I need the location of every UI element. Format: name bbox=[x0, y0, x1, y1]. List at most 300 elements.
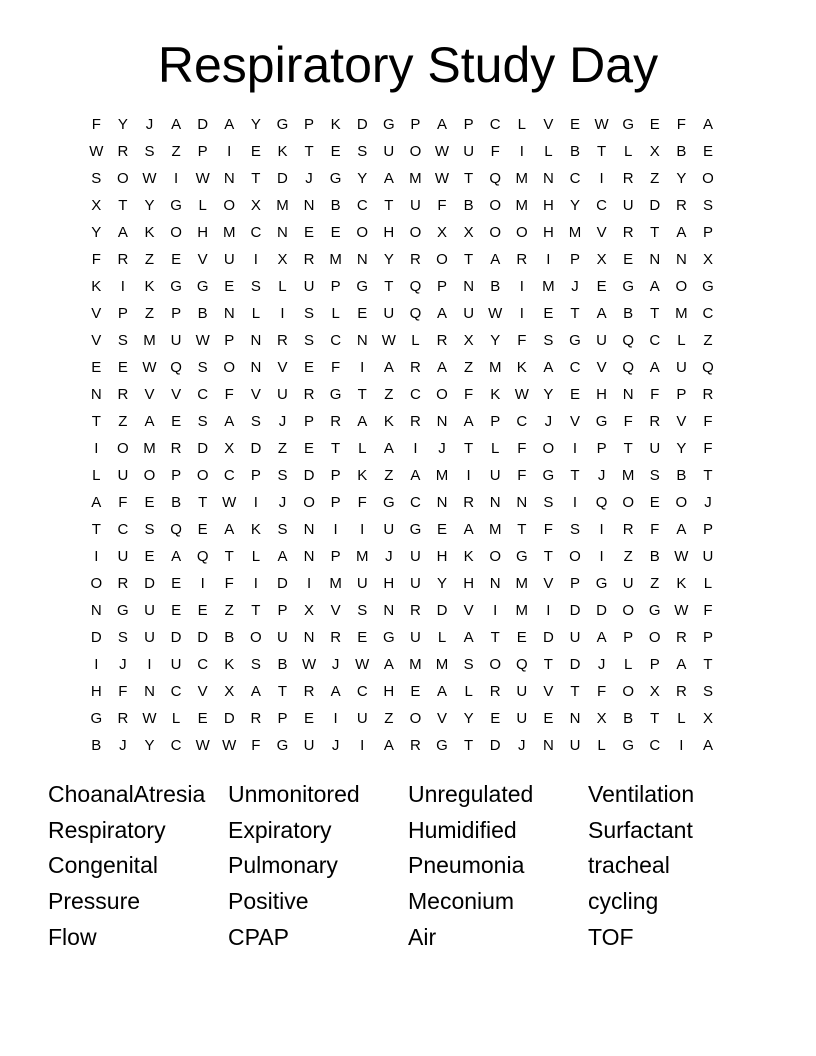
grid-letter: F bbox=[118, 494, 128, 511]
grid-letter: T bbox=[543, 548, 553, 565]
grid-letter: C bbox=[596, 197, 607, 214]
grid-letter: U bbox=[622, 197, 634, 214]
grid-letter: C bbox=[117, 521, 129, 538]
grid-letter: V bbox=[676, 413, 687, 430]
grid-letter: S bbox=[144, 143, 155, 160]
grid-letter: R bbox=[303, 683, 315, 700]
grid-letter: P bbox=[277, 710, 288, 727]
grid-letter: T bbox=[251, 170, 261, 187]
grid-letter: E bbox=[304, 224, 315, 241]
grid-letter: E bbox=[649, 116, 660, 133]
grid-letter: P bbox=[596, 440, 607, 457]
grid-letter: C bbox=[649, 332, 661, 349]
grid-letter: A bbox=[117, 224, 128, 241]
grid-letter: E bbox=[543, 305, 554, 322]
grid-letter: S bbox=[117, 332, 128, 349]
grid-letter: R bbox=[622, 224, 634, 241]
grid-letter: I bbox=[360, 521, 365, 538]
grid-letter: S bbox=[277, 467, 288, 484]
grid-letter: I bbox=[519, 278, 524, 295]
grid-letter: M bbox=[515, 197, 529, 214]
grid-letter: W bbox=[142, 170, 157, 187]
grid-letter: J bbox=[305, 170, 313, 187]
grid-letter: N bbox=[569, 710, 581, 727]
grid-letter: A bbox=[91, 494, 102, 511]
grid-letter: O bbox=[489, 656, 502, 673]
word-search-grid bbox=[83, 111, 721, 759]
grid-letter: M bbox=[515, 575, 529, 592]
grid-letter: Z bbox=[384, 386, 394, 403]
word-list-item: Humidified bbox=[408, 816, 517, 843]
grid-letter: T bbox=[224, 548, 234, 565]
grid-letter: M bbox=[409, 170, 422, 187]
grid-letter: B bbox=[623, 305, 634, 322]
grid-letter: Q bbox=[622, 359, 634, 376]
grid-letter: G bbox=[622, 278, 634, 295]
grid-letter: B bbox=[463, 197, 474, 214]
grid-letter: F bbox=[543, 521, 553, 538]
grid-letter: I bbox=[147, 656, 152, 673]
grid-letter: I bbox=[572, 440, 578, 457]
grid-letter: X bbox=[463, 224, 474, 241]
grid-letter: D bbox=[356, 116, 368, 133]
grid-letter: C bbox=[197, 656, 209, 673]
grid-letter: X bbox=[596, 710, 607, 727]
grid-letter: F bbox=[437, 197, 447, 214]
grid-letter: V bbox=[569, 413, 580, 430]
grid-letter: L bbox=[358, 440, 367, 457]
grid-letter: U bbox=[410, 548, 421, 565]
grid-letter: Y bbox=[250, 116, 261, 133]
grid-letter: V bbox=[277, 359, 288, 376]
grid-letter: R bbox=[410, 359, 421, 376]
grid-letter: Y bbox=[543, 386, 554, 403]
grid-letter: D bbox=[436, 602, 448, 619]
grid-letter: P bbox=[330, 548, 341, 565]
grid-letter: S bbox=[197, 359, 208, 376]
grid-letter: E bbox=[357, 629, 368, 646]
grid-letter: I bbox=[599, 170, 604, 187]
grid-letter: O bbox=[569, 548, 581, 565]
grid-letter: P bbox=[702, 224, 713, 241]
grid-letter: L bbox=[624, 656, 633, 673]
word-list-item: Pulmonary bbox=[228, 852, 338, 879]
grid-letter: J bbox=[597, 467, 606, 484]
grid-letter: N bbox=[303, 548, 315, 565]
grid-letter: K bbox=[144, 224, 155, 241]
grid-letter: D bbox=[303, 467, 315, 484]
word-list bbox=[48, 777, 768, 955]
grid-letter: V bbox=[596, 224, 607, 241]
grid-letter: U bbox=[569, 737, 581, 754]
grid-letter: I bbox=[306, 575, 312, 592]
grid-letter: M bbox=[143, 440, 156, 457]
grid-letter: C bbox=[223, 467, 235, 484]
grid-letter: Y bbox=[144, 197, 155, 214]
grid-letter: F bbox=[703, 413, 713, 430]
grid-letter: S bbox=[304, 305, 315, 322]
grid-letter: K bbox=[91, 278, 102, 295]
grid-letter: N bbox=[90, 602, 102, 619]
grid-letter: D bbox=[170, 629, 182, 646]
grid-letter: E bbox=[224, 278, 235, 295]
grid-letter: O bbox=[409, 143, 422, 160]
grid-letter: U bbox=[596, 332, 607, 349]
grid-letter: I bbox=[679, 737, 684, 754]
grid-letter: G bbox=[542, 467, 555, 484]
grid-letter: A bbox=[702, 116, 713, 133]
grid-letter: J bbox=[331, 656, 340, 673]
grid-letter: Z bbox=[464, 359, 474, 376]
grid-letter: F bbox=[91, 251, 101, 268]
grid-letter: X bbox=[91, 197, 102, 214]
grid-letter: N bbox=[250, 332, 262, 349]
word-list-item: Unregulated bbox=[408, 781, 534, 807]
grid-letter: B bbox=[197, 305, 208, 322]
grid-letter: D bbox=[197, 629, 209, 646]
grid-letter: U bbox=[516, 683, 528, 700]
grid-letter: G bbox=[276, 737, 289, 754]
grid-letter: I bbox=[253, 251, 258, 268]
grid-letter: B bbox=[330, 197, 341, 214]
grid-letter: E bbox=[330, 224, 341, 241]
grid-letter: L bbox=[677, 710, 686, 727]
grid-letter: E bbox=[144, 494, 155, 511]
grid-letter: O bbox=[489, 224, 502, 241]
grid-letter: U bbox=[144, 602, 155, 619]
grid-letter: O bbox=[356, 224, 369, 241]
grid-letter: C bbox=[170, 737, 182, 754]
grid-letter: G bbox=[595, 575, 608, 592]
grid-letter: I bbox=[360, 737, 365, 754]
grid-letter: N bbox=[436, 494, 448, 511]
grid-letter: C bbox=[170, 683, 182, 700]
grid-letter: N bbox=[223, 305, 235, 322]
grid-letter: J bbox=[518, 737, 526, 754]
grid-letter: A bbox=[596, 629, 607, 646]
grid-letter: E bbox=[569, 386, 580, 403]
grid-letter: Z bbox=[144, 305, 155, 322]
grid-letter: U bbox=[117, 548, 129, 565]
word-list-item: Pneumonia bbox=[408, 852, 525, 879]
grid-letter: U bbox=[356, 575, 368, 592]
grid-letter: F bbox=[464, 386, 474, 403]
grid-letter: N bbox=[223, 170, 235, 187]
grid-letter: A bbox=[649, 278, 660, 295]
grid-letter: O bbox=[303, 494, 315, 511]
grid-letter: T bbox=[570, 305, 580, 322]
grid-letter: U bbox=[516, 710, 528, 727]
grid-letter: W bbox=[514, 386, 529, 403]
grid-letter: F bbox=[517, 467, 527, 484]
grid-letter: O bbox=[515, 224, 528, 241]
grid-letter: E bbox=[304, 440, 315, 457]
grid-letter: E bbox=[330, 143, 341, 160]
word-list-item: CPAP bbox=[228, 923, 289, 950]
grid-letter: B bbox=[277, 656, 288, 673]
grid-letter: A bbox=[702, 737, 713, 754]
grid-letter: B bbox=[623, 710, 634, 727]
grid-letter: N bbox=[303, 197, 315, 214]
grid-letter: A bbox=[383, 170, 394, 187]
grid-letter: O bbox=[436, 251, 448, 268]
grid-letter: S bbox=[117, 629, 128, 646]
word-list-item: ChoanalAtresia bbox=[48, 781, 206, 807]
grid-letter: O bbox=[675, 278, 688, 295]
grid-letter: R bbox=[463, 494, 475, 511]
grid-letter: S bbox=[197, 413, 208, 430]
grid-letter: T bbox=[464, 737, 474, 754]
grid-letter: U bbox=[569, 629, 581, 646]
grid-letter: G bbox=[436, 737, 448, 754]
grid-letter: E bbox=[623, 251, 634, 268]
grid-letter: N bbox=[516, 494, 528, 511]
grid-letter: N bbox=[542, 737, 554, 754]
grid-letter: E bbox=[490, 710, 501, 727]
grid-letter: U bbox=[383, 305, 395, 322]
grid-letter: I bbox=[413, 440, 418, 457]
grid-letter: A bbox=[277, 548, 288, 565]
grid-letter: I bbox=[333, 521, 338, 538]
grid-letter: J bbox=[119, 737, 127, 754]
grid-letter: T bbox=[464, 170, 474, 187]
grid-letter: C bbox=[197, 386, 209, 403]
grid-letter: M bbox=[621, 467, 635, 484]
grid-letter: L bbox=[411, 332, 420, 349]
grid-letter: W bbox=[195, 170, 210, 187]
grid-letter: N bbox=[622, 386, 634, 403]
grid-letter: O bbox=[90, 575, 103, 592]
grid-letter: K bbox=[250, 521, 261, 538]
grid-letter: T bbox=[623, 440, 633, 457]
grid-letter: A bbox=[437, 683, 448, 700]
grid-letter: I bbox=[546, 251, 551, 268]
grid-letter: M bbox=[488, 359, 502, 376]
grid-letter: S bbox=[463, 656, 474, 673]
grid-letter: P bbox=[569, 251, 580, 268]
grid-letter: A bbox=[649, 359, 660, 376]
grid-letter: H bbox=[383, 575, 395, 592]
grid-letter: L bbox=[544, 143, 553, 160]
grid-letter: I bbox=[94, 440, 99, 457]
grid-letter: K bbox=[224, 656, 235, 673]
grid-letter: I bbox=[120, 278, 125, 295]
grid-letter: Z bbox=[623, 548, 633, 565]
word-list-item: Surfactant bbox=[588, 816, 693, 843]
grid-letter: G bbox=[409, 521, 422, 538]
grid-letter: Y bbox=[676, 170, 687, 187]
grid-letter: N bbox=[356, 332, 368, 349]
grid-letter: P bbox=[304, 116, 315, 133]
grid-letter: L bbox=[198, 197, 207, 214]
grid-letter: K bbox=[330, 116, 341, 133]
grid-letter: O bbox=[436, 386, 448, 403]
grid-letter: A bbox=[383, 440, 394, 457]
grid-letter: P bbox=[490, 413, 501, 430]
grid-letter: N bbox=[463, 278, 475, 295]
word-list-item: tracheal bbox=[588, 852, 670, 879]
grid-letter: A bbox=[437, 359, 448, 376]
grid-letter: M bbox=[329, 575, 342, 592]
grid-letter: A bbox=[543, 359, 554, 376]
grid-letter: Y bbox=[676, 440, 687, 457]
grid-letter: E bbox=[197, 521, 208, 538]
word-list-item: Congenital bbox=[48, 852, 158, 879]
grid-letter: U bbox=[463, 305, 475, 322]
grid-letter: W bbox=[434, 143, 450, 160]
grid-letter: A bbox=[596, 305, 607, 322]
grid-letter: X bbox=[649, 143, 660, 160]
grid-letter: M bbox=[329, 251, 342, 268]
grid-letter: S bbox=[91, 170, 102, 187]
grid-letter: W bbox=[355, 656, 370, 673]
grid-letter: E bbox=[410, 683, 421, 700]
grid-letter: N bbox=[383, 602, 395, 619]
grid-letter: Z bbox=[277, 440, 288, 457]
grid-letter: A bbox=[383, 656, 394, 673]
grid-letter: G bbox=[702, 278, 714, 295]
grid-letter: T bbox=[304, 143, 314, 160]
grid-letter: R bbox=[622, 170, 634, 187]
word-list-item: Expiratory bbox=[228, 816, 332, 843]
grid-letter: X bbox=[596, 251, 607, 268]
grid-letter: S bbox=[649, 467, 660, 484]
grid-letter: E bbox=[171, 413, 182, 430]
grid-letter: A bbox=[676, 224, 687, 241]
grid-letter: R bbox=[117, 575, 129, 592]
grid-letter: I bbox=[253, 494, 258, 511]
grid-letter: O bbox=[622, 494, 634, 511]
grid-letter: W bbox=[89, 143, 104, 160]
grid-letter: O bbox=[409, 224, 422, 241]
grid-letter: P bbox=[330, 278, 341, 295]
grid-letter: W bbox=[381, 332, 396, 349]
grid-letter: O bbox=[250, 629, 262, 646]
grid-letter: S bbox=[569, 521, 580, 538]
grid-letter: N bbox=[489, 575, 501, 592]
grid-letter: R bbox=[675, 683, 687, 700]
grid-letter: D bbox=[277, 575, 288, 592]
grid-letter: Y bbox=[463, 710, 474, 727]
grid-letter: O bbox=[702, 170, 714, 187]
grid-letter: D bbox=[542, 629, 554, 646]
grid-letter: F bbox=[650, 521, 660, 538]
grid-letter: V bbox=[437, 710, 448, 727]
grid-letter: L bbox=[437, 629, 447, 646]
grid-letter: V bbox=[144, 386, 155, 403]
grid-letter: F bbox=[490, 143, 500, 160]
grid-letter: A bbox=[676, 521, 687, 538]
grid-letter: J bbox=[278, 494, 287, 511]
grid-letter: T bbox=[517, 521, 527, 538]
grid-letter: P bbox=[330, 467, 341, 484]
grid-letter: U bbox=[170, 656, 182, 673]
grid-letter: M bbox=[435, 467, 449, 484]
grid-letter: Y bbox=[357, 170, 368, 187]
grid-letter: Z bbox=[118, 413, 128, 430]
grid-letter: U bbox=[410, 197, 421, 214]
grid-letter: T bbox=[490, 629, 500, 646]
grid-letter: V bbox=[91, 332, 102, 349]
grid-letter: G bbox=[90, 710, 103, 727]
grid-letter: X bbox=[224, 440, 235, 457]
grid-letter: S bbox=[250, 278, 261, 295]
grid-letter: S bbox=[543, 494, 554, 511]
grid-letter: S bbox=[357, 602, 368, 619]
grid-letter: B bbox=[649, 548, 660, 565]
grid-letter: D bbox=[649, 197, 661, 214]
grid-letter: I bbox=[227, 143, 232, 160]
grid-letter: W bbox=[594, 116, 609, 133]
word-list-item: Air bbox=[408, 923, 437, 950]
grid-letter: F bbox=[251, 737, 261, 754]
grid-letter: P bbox=[277, 602, 288, 619]
grid-letter: H bbox=[463, 575, 475, 592]
grid-letter: O bbox=[223, 359, 236, 376]
grid-letter: T bbox=[650, 305, 660, 322]
grid-letter: I bbox=[599, 521, 604, 538]
grid-letter: R bbox=[702, 386, 714, 403]
grid-letter: J bbox=[145, 116, 154, 133]
grid-letter: I bbox=[546, 602, 551, 619]
grid-letter: I bbox=[94, 656, 99, 673]
grid-letter: D bbox=[596, 602, 607, 619]
grid-letter: O bbox=[622, 683, 634, 700]
grid-letter: B bbox=[676, 467, 687, 484]
grid-letter: X bbox=[463, 332, 474, 349]
grid-letter: D bbox=[197, 440, 209, 457]
grid-letter: A bbox=[224, 413, 235, 430]
word-list-item: Pressure bbox=[48, 888, 141, 915]
grid-letter: C bbox=[250, 224, 262, 241]
grid-letter: G bbox=[515, 548, 528, 565]
grid-letter: C bbox=[702, 305, 714, 322]
grid-letter: L bbox=[517, 116, 526, 133]
grid-letter: P bbox=[224, 332, 235, 349]
grid-letter: T bbox=[464, 440, 474, 457]
grid-letter: W bbox=[434, 170, 450, 187]
grid-letter: H bbox=[542, 197, 554, 214]
grid-letter: U bbox=[170, 332, 182, 349]
grid-letter: T bbox=[703, 467, 713, 484]
grid-letter: I bbox=[466, 467, 471, 484]
grid-letter: W bbox=[222, 737, 237, 754]
grid-letter: K bbox=[516, 359, 527, 376]
grid-letter: H bbox=[197, 224, 209, 241]
grid-letter: L bbox=[331, 305, 340, 322]
grid-letter: L bbox=[491, 440, 500, 457]
grid-letter: Q bbox=[702, 359, 714, 376]
grid-letter: O bbox=[622, 602, 634, 619]
grid-letter: E bbox=[516, 629, 527, 646]
grid-letter: V bbox=[197, 251, 208, 268]
grid-letter: M bbox=[542, 278, 555, 295]
grid-letter: P bbox=[330, 494, 341, 511]
grid-letter: G bbox=[595, 413, 608, 430]
grid-letter: D bbox=[144, 575, 155, 592]
word-list-item: Positive bbox=[228, 888, 309, 915]
grid-letter: E bbox=[357, 305, 368, 322]
grid-letter: C bbox=[569, 359, 581, 376]
grid-letter: Z bbox=[171, 143, 181, 160]
grid-letter: R bbox=[489, 683, 501, 700]
grid-letter: A bbox=[224, 521, 235, 538]
grid-letter: X bbox=[224, 683, 235, 700]
grid-letter: Q bbox=[409, 305, 422, 322]
grid-letter: S bbox=[144, 521, 155, 538]
grid-letter: D bbox=[223, 710, 235, 727]
page-title: Respiratory Study Day bbox=[157, 37, 659, 93]
